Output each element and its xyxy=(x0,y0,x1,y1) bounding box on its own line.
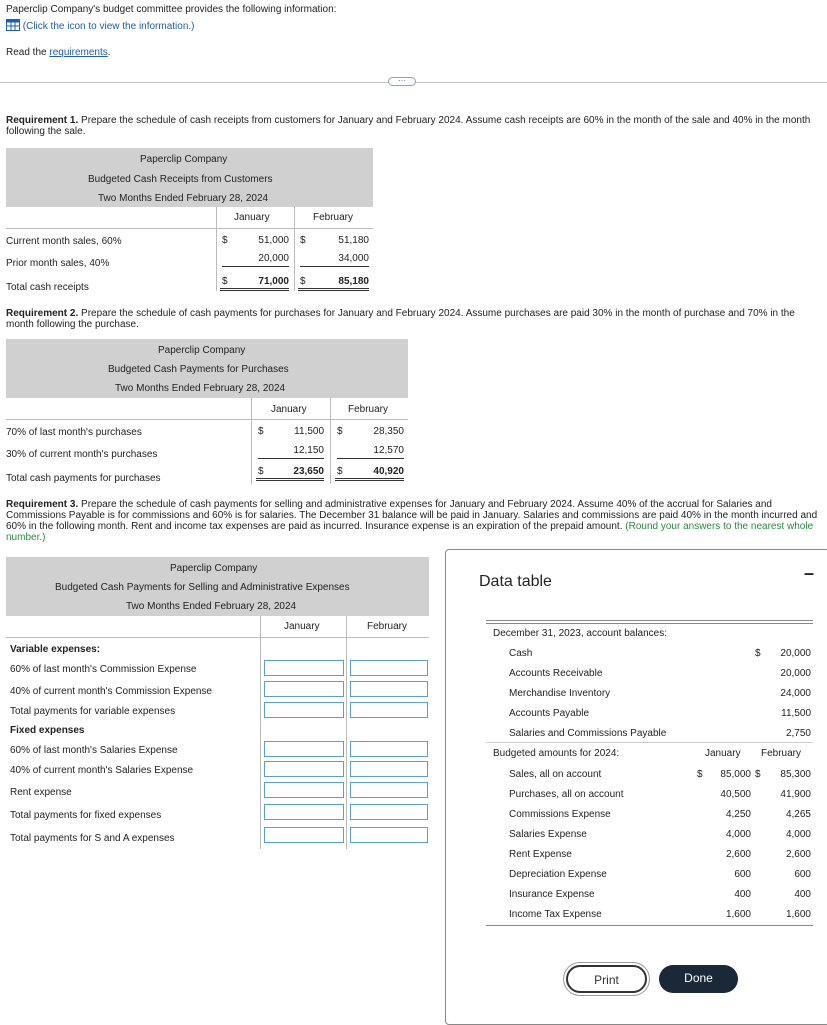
req1-label: Requirement 1. xyxy=(6,115,79,126)
budget-row-label: Salaries Expense xyxy=(509,829,587,840)
req1-row2-feb: 34,000 xyxy=(300,253,369,267)
budget-row-feb: 400 xyxy=(794,889,811,900)
req3-label: Requirement 3. xyxy=(6,499,79,510)
req1-text xyxy=(6,115,821,137)
fix-row2-label: 40% of current month's Salaries Expense xyxy=(10,765,194,776)
req2-title2: Budgeted Cash Payments for Purchases xyxy=(108,364,289,375)
bal-row-label: Merchandise Inventory xyxy=(509,688,611,699)
req3-title1: Paperclip Company xyxy=(170,563,258,574)
req1-vline2 xyxy=(294,207,295,291)
budget-header: Budgeted amounts for 2024: xyxy=(493,748,620,759)
req2-title3: Two Months Ended February 28, 2024 xyxy=(115,383,286,394)
budget-row-jan: 85,000 xyxy=(720,769,751,780)
req1-title3: Two Months Ended February 28, 2024 xyxy=(98,193,269,204)
dollar-sign: $ xyxy=(755,769,761,780)
req2-vline2 xyxy=(330,398,331,484)
data-table-title: Data table xyxy=(479,573,552,590)
intro-text: Paperclip Company's budget committee provides the following information: xyxy=(6,4,337,15)
table-bottom-rule xyxy=(486,925,813,926)
dollar-sign: $ xyxy=(755,648,761,659)
fix-row2-jan-input[interactable] xyxy=(264,761,344,777)
minimize-button[interactable]: – xyxy=(804,563,815,583)
table-top-rule2 xyxy=(486,623,813,624)
dollar-sign: $ xyxy=(337,426,343,437)
req1-col-feb: February xyxy=(313,212,354,223)
budget-row-jan: 600 xyxy=(734,869,751,880)
var-total-label: Total payments for variable expenses xyxy=(10,706,176,717)
req2-row2-jan: 12,150 xyxy=(258,445,324,459)
budget-row-feb: 85,300 xyxy=(780,769,811,780)
budget-row-jan: 400 xyxy=(734,889,751,900)
grand-total-label: Total payments for S and A expenses xyxy=(10,833,175,844)
budget-col-jan: January xyxy=(705,748,741,759)
req2-vline1 xyxy=(251,398,252,484)
req1-row3-label: Total cash receipts xyxy=(6,282,89,293)
req1-row3-feb: 85,180 xyxy=(298,276,369,291)
fix-row1-label: 60% of last month's Salaries Expense xyxy=(10,745,178,756)
req3-vline1 xyxy=(260,616,261,849)
var-row1-label: 60% of last month's Commission Expense xyxy=(10,664,197,675)
req2-row3-jan: 23,650 xyxy=(256,466,324,481)
fix-total-jan-input[interactable] xyxy=(264,804,344,820)
data-table-modal xyxy=(445,549,827,1025)
fix-row3-feb-input[interactable] xyxy=(350,782,428,798)
budget-row-label: Commissions Expense xyxy=(509,809,611,820)
req2-label: Requirement 2. xyxy=(6,308,79,319)
bal-row-value: 2,750 xyxy=(785,728,811,739)
dollar-sign: $ xyxy=(258,466,264,477)
budget-row-jan: 1,600 xyxy=(725,909,751,920)
variable-expenses-header: Variable expenses: xyxy=(10,644,101,655)
req2-row1-label: 70% of last month's purchases xyxy=(6,427,142,438)
print-button[interactable]: Print xyxy=(566,965,647,993)
read-suffix: . xyxy=(107,47,111,58)
table-icon[interactable] xyxy=(6,19,20,31)
read-requirements xyxy=(6,47,111,58)
req2-row2-feb: 12,570 xyxy=(337,445,404,459)
req3-note: (Round your answers to the nearest whole number.) xyxy=(6,521,814,543)
info-link[interactable] xyxy=(6,19,195,32)
var-total-feb-input[interactable] xyxy=(350,702,428,718)
req2-row2-label: 30% of current month's purchases xyxy=(6,449,158,460)
req1-col-jan: January xyxy=(234,212,270,223)
dollar-sign: $ xyxy=(300,235,306,246)
balances-header: December 31, 2023, account balances: xyxy=(493,628,667,639)
budget-row-jan: 4,250 xyxy=(725,809,751,820)
req3-title3: Two Months Ended February 28, 2024 xyxy=(126,601,297,612)
req1-row3-jan: 71,000 xyxy=(220,276,289,291)
dollar-sign: $ xyxy=(222,276,228,287)
req1-row1-feb: 51,180 xyxy=(338,235,369,246)
budget-row-feb: 4,265 xyxy=(785,809,811,820)
expand-toggle[interactable]: ··· xyxy=(388,77,416,86)
req2-row1-feb: 28,350 xyxy=(373,426,404,437)
section-divider xyxy=(486,742,813,743)
budget-row-label: Income Tax Expense xyxy=(509,909,602,920)
budget-row-jan: 40,500 xyxy=(720,789,751,800)
fix-total-feb-input[interactable] xyxy=(350,804,428,820)
budget-row-label: Depreciation Expense xyxy=(509,869,607,880)
fix-row3-jan-input[interactable] xyxy=(264,782,344,798)
read-prefix: Read the xyxy=(6,47,50,58)
dollar-sign: $ xyxy=(697,769,703,780)
dollar-sign: $ xyxy=(337,466,343,477)
budget-row-feb: 4,000 xyxy=(785,829,811,840)
req2-title1: Paperclip Company xyxy=(158,345,246,356)
budget-row-label: Purchases, all on account xyxy=(509,789,624,800)
budget-row-label: Sales, all on account xyxy=(509,769,602,780)
req1-row1-jan: 51,000 xyxy=(258,235,289,246)
bal-row-label: Accounts Receivable xyxy=(509,668,603,679)
req3-vline2 xyxy=(346,616,347,849)
bal-row-label: Cash xyxy=(509,648,533,659)
done-button[interactable]: Done xyxy=(659,965,738,993)
req2-col-feb: February xyxy=(348,404,389,415)
fixed-expenses-header: Fixed expenses xyxy=(10,725,85,736)
fix-row3-label: Rent expense xyxy=(10,787,72,798)
grand-total-feb-input[interactable] xyxy=(350,827,428,843)
budget-row-jan: 2,600 xyxy=(725,849,751,860)
req3-title2: Budgeted Cash Payments for Selling and Administrative Expenses xyxy=(55,582,350,593)
budget-row-feb: 1,600 xyxy=(785,909,811,920)
var-row2-jan-input[interactable] xyxy=(264,681,344,697)
dollar-sign: $ xyxy=(222,235,228,246)
req3-col-jan: January xyxy=(284,621,320,632)
var-total-jan-input[interactable] xyxy=(264,702,344,718)
req2-row1-jan: 11,500 xyxy=(294,426,324,437)
req1-body: Prepare the schedule of cash receipts from customers for January and February 2024. Assume cash receipts are 60% in the month of the sale and 40% in the month following the sale. xyxy=(6,115,811,137)
budget-row-label: Rent Expense xyxy=(509,849,572,860)
var-row1-jan-input[interactable] xyxy=(264,660,344,676)
req2-row3-feb: 40,920 xyxy=(335,466,404,481)
budget-row-feb: 41,900 xyxy=(780,789,811,800)
dollar-sign: $ xyxy=(258,426,264,437)
var-row2-label: 40% of current month's Commission Expense xyxy=(10,686,212,697)
fix-row1-jan-input[interactable] xyxy=(264,741,344,757)
req2-body: Prepare the schedule of cash payments for purchases for January and February 2024. Assume purchases are paid 30% in the month of purchase and 70% in the month following the purchase. xyxy=(6,308,795,330)
req2-col-jan: January xyxy=(271,404,307,415)
dollar-sign: $ xyxy=(300,276,306,287)
requirements-link[interactable]: requirements xyxy=(49,47,108,58)
bal-row-value: 11,500 xyxy=(781,708,811,719)
req3-colhdr-row xyxy=(6,616,429,638)
var-row2-feb-input[interactable] xyxy=(350,681,428,697)
budget-row-jan: 4,000 xyxy=(725,829,751,840)
budget-row-feb: 2,600 xyxy=(785,849,811,860)
grand-total-jan-input[interactable] xyxy=(264,827,344,843)
budget-row-feb: 600 xyxy=(794,869,811,880)
bal-row-value: 20,000 xyxy=(780,668,811,679)
bal-row-value: 20,000 xyxy=(780,648,811,659)
info-link-text[interactable]: (Click the icon to view the information.) xyxy=(22,21,195,32)
req2-row3-label: Total cash payments for purchases xyxy=(6,473,161,484)
req1-row2-label: Prior month sales, 40% xyxy=(6,258,110,269)
bal-row-label: Accounts Payable xyxy=(509,708,590,719)
req3-text xyxy=(6,499,821,543)
bal-row-label: Salaries and Commissions Payable xyxy=(509,728,667,739)
budget-row-label: Insurance Expense xyxy=(509,889,595,900)
var-row1-feb-input[interactable] xyxy=(350,660,428,676)
req1-title2: Budgeted Cash Receipts from Customers xyxy=(88,174,273,185)
bal-row-value: 24,000 xyxy=(780,688,811,699)
req1-row1-label: Current month sales, 60% xyxy=(6,236,122,247)
req2-text xyxy=(6,308,821,330)
req3-body: Prepare the schedule of cash payments for selling and administrative expenses for January and February 2024. Assume 40% of the accrual for Salaries and Commissions Payable is for commissions and 60% is for salaries. The December 31 balance will be paid in January. Salaries and commissions are paid 40% in the month incurred and 60% in the following month. Rent and income tax expenses are paid as incurred. Insurance expense is an expiration of the prepaid amount. xyxy=(6,499,818,532)
fix-total-label: Total payments for fixed expenses xyxy=(10,810,162,821)
req1-vline1 xyxy=(216,207,217,291)
fix-row1-feb-input[interactable] xyxy=(350,741,428,757)
req3-col-feb: February xyxy=(367,621,408,632)
table-top-rule xyxy=(486,620,813,621)
budget-col-feb: February xyxy=(761,748,802,759)
fix-row2-feb-input[interactable] xyxy=(350,761,428,777)
req1-title1: Paperclip Company xyxy=(140,154,228,165)
req1-row2-jan: 20,000 xyxy=(222,253,289,267)
